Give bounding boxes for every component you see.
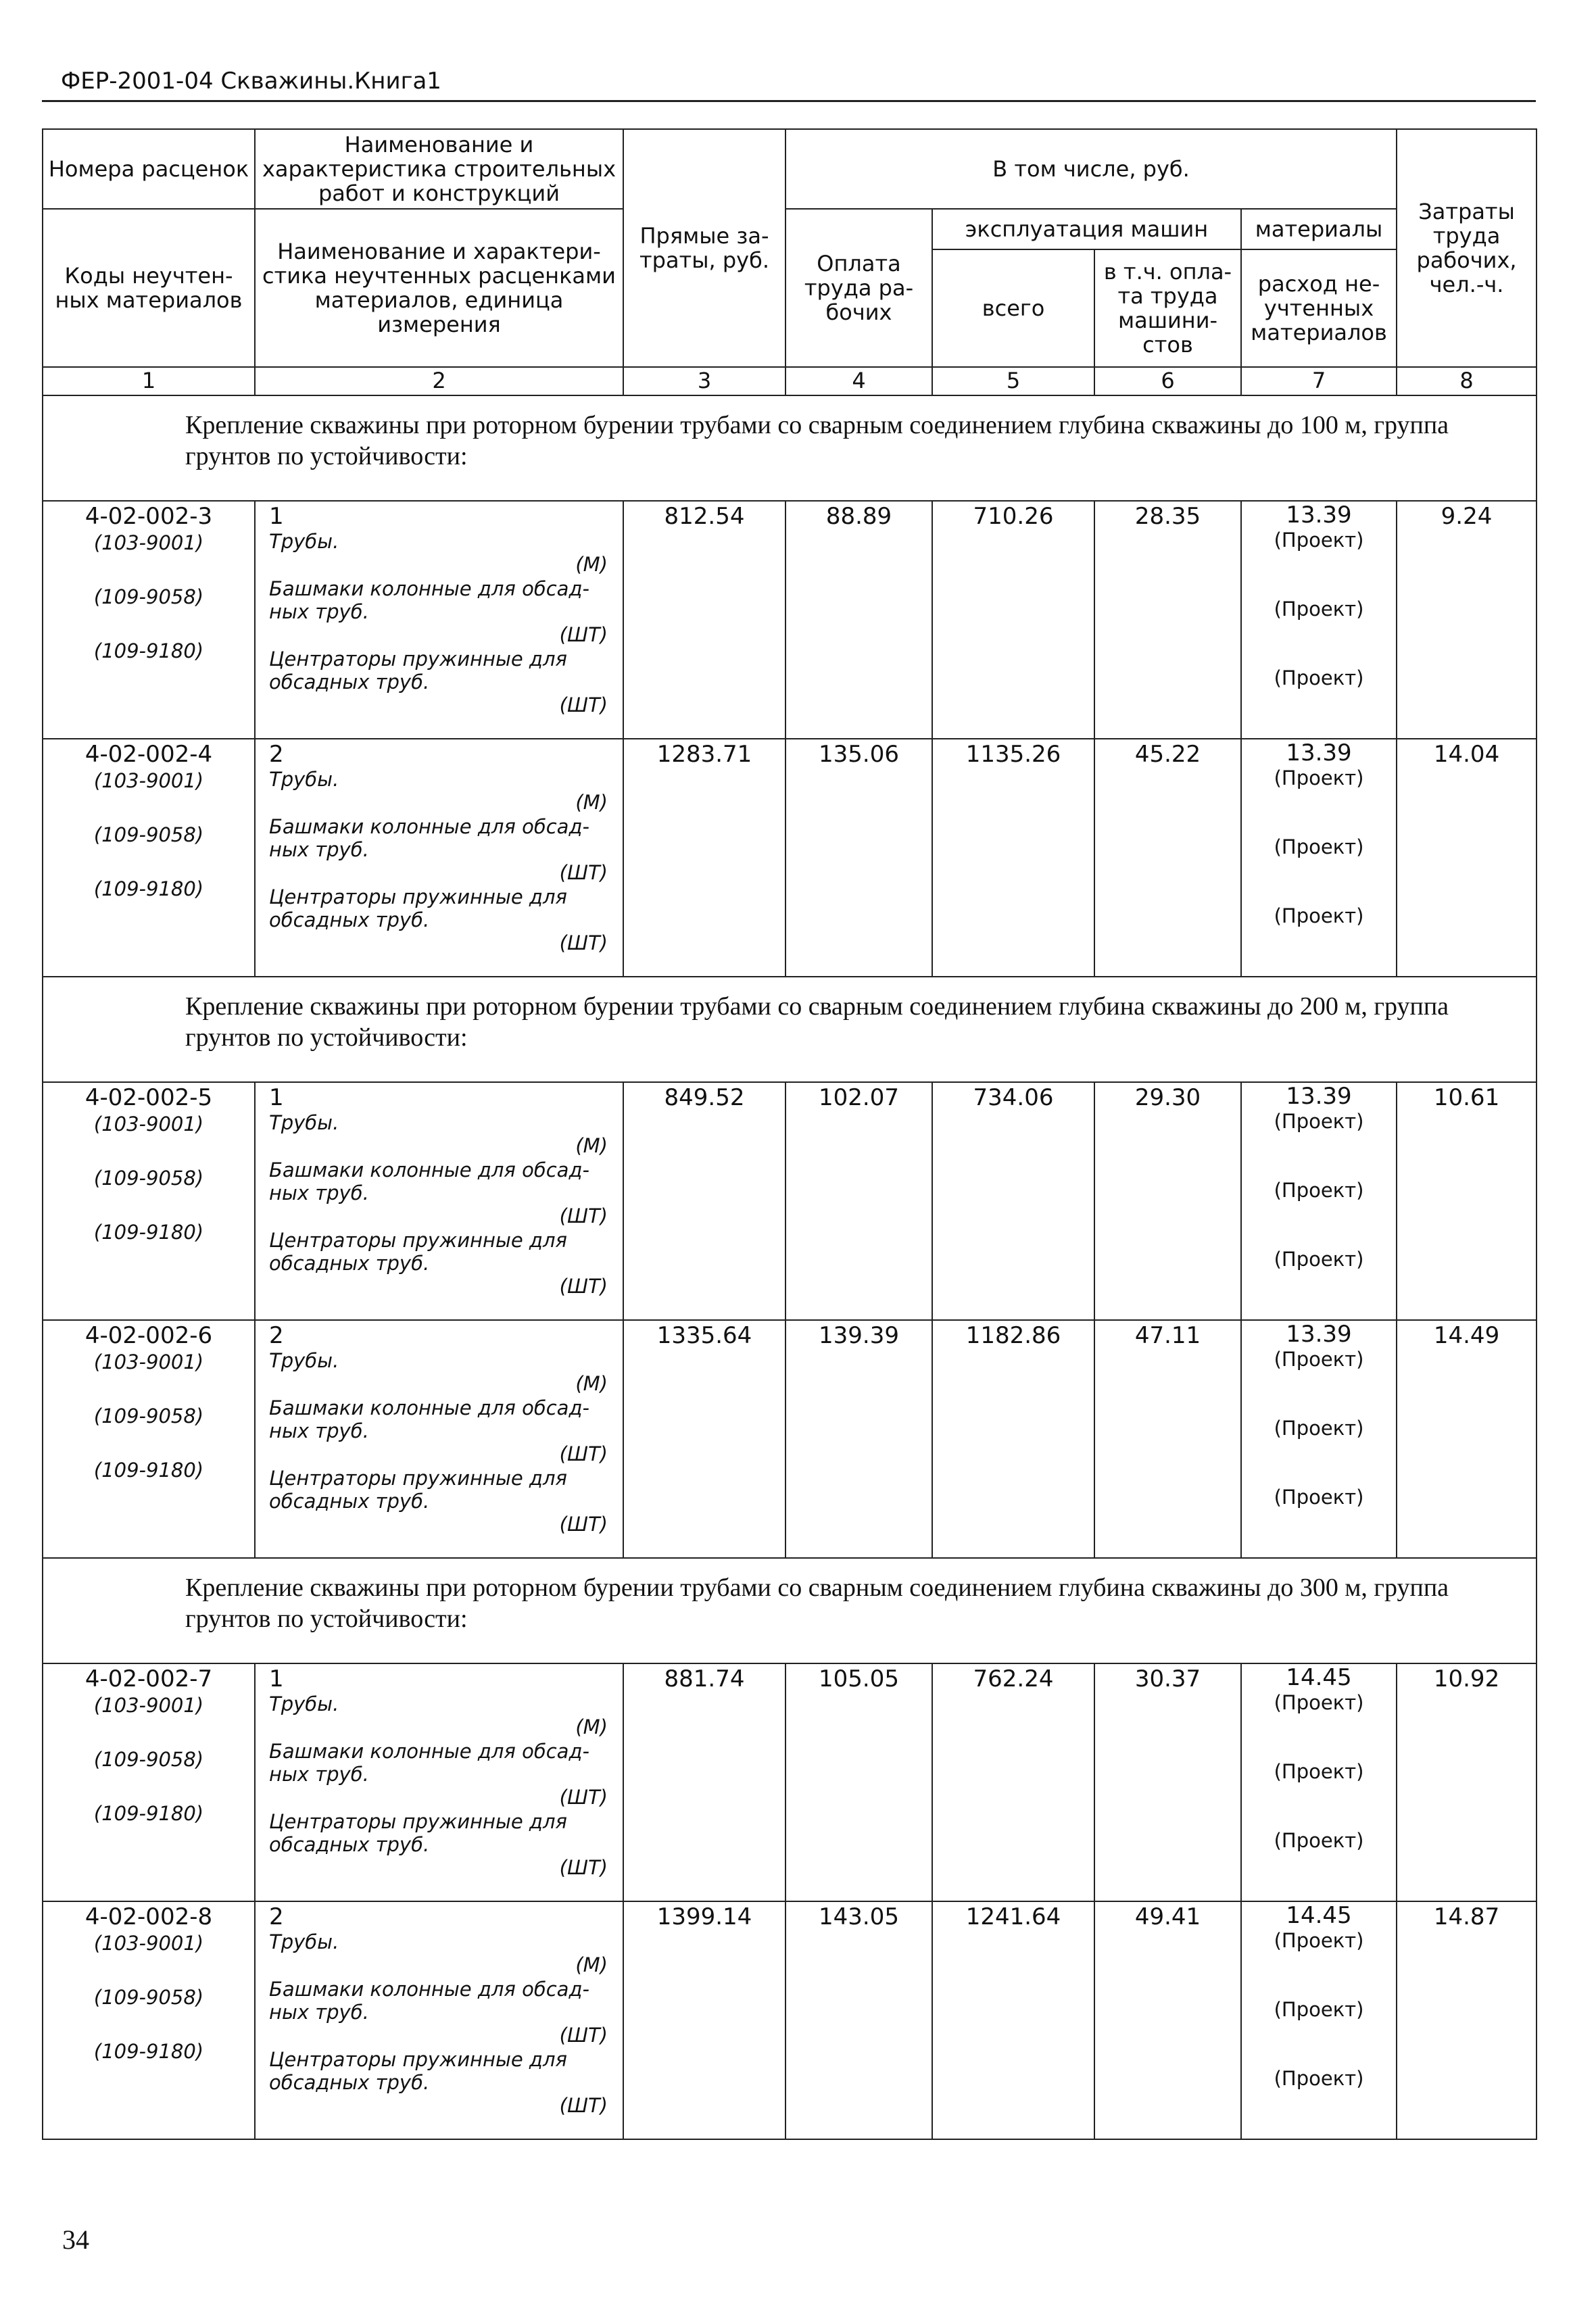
rate-code: 4-02-002-5 bbox=[84, 1084, 213, 1111]
section-title: Крепление скважины при роторном бурении трубами со сварным соединением глубина скважины до 200 м, группа грунтов по устойчивости: bbox=[43, 977, 1537, 1082]
material-item bbox=[269, 1349, 617, 1395]
material-item bbox=[269, 648, 617, 716]
direct-cost: 1335.64 bbox=[623, 1320, 785, 1558]
machine-cost: 762.24 bbox=[932, 1663, 1094, 1901]
material-unit: (ШТ) bbox=[559, 1442, 608, 1465]
material-unit: (ШТ) bbox=[559, 931, 608, 954]
material-name: Трубы. bbox=[269, 1349, 339, 1372]
project-label: (Проект) bbox=[1274, 598, 1364, 620]
material-code: (109-9058) bbox=[93, 585, 204, 608]
col-number: 5 bbox=[932, 367, 1094, 395]
material-unit: (М) bbox=[575, 1715, 608, 1738]
soil-group: 2 bbox=[269, 741, 284, 768]
material-name: Центраторы пружинные для обсадных труб. bbox=[269, 1467, 567, 1513]
project-label: (Проект) bbox=[1274, 1110, 1364, 1133]
material-unit: (ШТ) bbox=[559, 1513, 608, 1536]
material-code: (109-9180) bbox=[93, 1802, 204, 1825]
description-cell bbox=[255, 501, 623, 739]
machines-header: эксплуатация машин bbox=[932, 209, 1241, 249]
material-code: (103-9001) bbox=[93, 769, 204, 792]
material-item bbox=[269, 1692, 617, 1738]
material-name: Башмаки колонные для обсад-ных труб. bbox=[269, 577, 589, 623]
material-item bbox=[269, 1159, 617, 1227]
material-unit: (ШТ) bbox=[559, 861, 608, 884]
materials-cost: 13.39 bbox=[1286, 739, 1352, 766]
section-row bbox=[43, 1558, 1537, 1663]
labor-cost: 139.39 bbox=[785, 1320, 932, 1558]
materials-cost: 14.45 bbox=[1286, 1664, 1352, 1691]
material-name: Башмаки колонные для обсад-ных труб. bbox=[269, 1396, 589, 1442]
table-body bbox=[43, 395, 1537, 2139]
material-name: Центраторы пружинные для обсадных труб. bbox=[269, 648, 567, 693]
material-item bbox=[269, 1396, 617, 1465]
materials-cell bbox=[1241, 1663, 1397, 1901]
labor-hours: 10.92 bbox=[1397, 1663, 1537, 1901]
direct-cost: 812.54 bbox=[623, 501, 785, 739]
machinist-labor-cost: 30.37 bbox=[1094, 1663, 1241, 1901]
material-unit: (М) bbox=[575, 553, 608, 576]
table-row bbox=[43, 739, 1537, 977]
project-label: (Проект) bbox=[1274, 1829, 1364, 1852]
project-label: (Проект) bbox=[1274, 1417, 1364, 1440]
col5-header: всего bbox=[932, 249, 1094, 367]
rate-code: 4-02-002-4 bbox=[84, 741, 213, 768]
description-cell bbox=[255, 1320, 623, 1558]
materials-cost: 14.45 bbox=[1286, 1902, 1352, 1929]
project-label: (Проект) bbox=[1274, 1348, 1364, 1371]
material-item bbox=[269, 885, 617, 954]
material-item bbox=[269, 768, 617, 814]
machinist-labor-cost: 29.30 bbox=[1094, 1082, 1241, 1320]
section-title: Крепление скважины при роторном бурении трубами со сварным соединением глубина скважины до 100 м, группа грунтов по устойчивости: bbox=[43, 395, 1537, 501]
project-label: (Проект) bbox=[1274, 1998, 1364, 2021]
material-item bbox=[269, 1740, 617, 1809]
machinist-labor-cost: 49.41 bbox=[1094, 1901, 1241, 2139]
machine-cost: 1182.86 bbox=[932, 1320, 1094, 1558]
rates-table bbox=[42, 128, 1537, 2140]
rate-code-cell bbox=[43, 739, 255, 977]
labor-cost: 102.07 bbox=[785, 1082, 932, 1320]
project-label: (Проект) bbox=[1274, 766, 1364, 789]
description-cell bbox=[255, 739, 623, 977]
project-label: (Проект) bbox=[1274, 904, 1364, 927]
material-item bbox=[269, 1111, 617, 1157]
rate-code-cell bbox=[43, 1901, 255, 2139]
machinist-labor-cost: 47.11 bbox=[1094, 1320, 1241, 1558]
materials-cell bbox=[1241, 1082, 1397, 1320]
material-unit: (ШТ) bbox=[559, 693, 608, 716]
material-code: (109-9058) bbox=[93, 1748, 204, 1771]
labor-cost: 88.89 bbox=[785, 501, 932, 739]
material-name: Трубы. bbox=[269, 1692, 339, 1715]
project-label: (Проект) bbox=[1274, 835, 1364, 858]
table-row bbox=[43, 1320, 1537, 1558]
material-code: (109-9180) bbox=[93, 1459, 204, 1482]
materials-cost: 13.39 bbox=[1286, 1083, 1352, 1110]
project-label: (Проект) bbox=[1274, 1486, 1364, 1509]
material-item bbox=[269, 1229, 617, 1298]
direct-cost: 1399.14 bbox=[623, 1901, 785, 2139]
material-unit: (М) bbox=[575, 791, 608, 814]
material-unit: (ШТ) bbox=[559, 623, 608, 646]
soil-group: 1 bbox=[269, 1084, 284, 1111]
material-code: (103-9001) bbox=[93, 1113, 204, 1136]
direct-cost: 881.74 bbox=[623, 1663, 785, 1901]
materials-cell bbox=[1241, 1901, 1397, 2139]
rate-code-cell bbox=[43, 1320, 255, 1558]
col1-header-bottom: Коды неучтен-ных материалов bbox=[43, 209, 255, 367]
project-label: (Проект) bbox=[1274, 1760, 1364, 1783]
material-item bbox=[269, 1810, 617, 1879]
materials-cost: 13.39 bbox=[1286, 1321, 1352, 1348]
section-row bbox=[43, 977, 1537, 1082]
labor-hours: 14.04 bbox=[1397, 739, 1537, 977]
material-unit: (ШТ) bbox=[559, 1856, 608, 1879]
material-name: Центраторы пружинные для обсадных труб. bbox=[269, 1810, 567, 1856]
labor-cost: 135.06 bbox=[785, 739, 932, 977]
description-cell bbox=[255, 1663, 623, 1901]
material-unit: (М) bbox=[575, 1372, 608, 1395]
material-code: (109-9180) bbox=[93, 1221, 204, 1244]
material-code: (109-9180) bbox=[93, 2040, 204, 2063]
machinist-labor-cost: 28.35 bbox=[1094, 501, 1241, 739]
soil-group: 2 bbox=[269, 1903, 284, 1930]
rate-code: 4-02-002-8 bbox=[84, 1903, 213, 1930]
header-rule bbox=[42, 100, 1536, 102]
table-row bbox=[43, 1901, 1537, 2139]
machine-cost: 1241.64 bbox=[932, 1901, 1094, 2139]
col-number: 1 bbox=[43, 367, 255, 395]
project-label: (Проект) bbox=[1274, 666, 1364, 689]
rate-code-cell bbox=[43, 1663, 255, 1901]
col-number: 3 bbox=[623, 367, 785, 395]
material-name: Башмаки колонные для обсад-ных труб. bbox=[269, 1159, 589, 1204]
including-header: В том числе, руб. bbox=[785, 129, 1397, 209]
direct-cost: 849.52 bbox=[623, 1082, 785, 1320]
project-label: (Проект) bbox=[1274, 1929, 1364, 1952]
material-item bbox=[269, 577, 617, 646]
material-name: Башмаки колонные для обсад-ных труб. bbox=[269, 1978, 589, 2024]
material-code: (109-9180) bbox=[93, 639, 204, 662]
materials-cell bbox=[1241, 1320, 1397, 1558]
rate-code: 4-02-002-3 bbox=[84, 503, 213, 530]
col7-header: расход не-учтенных материалов bbox=[1241, 249, 1397, 367]
materials-header: материалы bbox=[1241, 209, 1397, 249]
machinist-labor-cost: 45.22 bbox=[1094, 739, 1241, 977]
material-code: (103-9001) bbox=[93, 531, 204, 554]
description-cell bbox=[255, 1082, 623, 1320]
col-number: 8 bbox=[1397, 367, 1537, 395]
machine-cost: 734.06 bbox=[932, 1082, 1094, 1320]
labor-hours: 10.61 bbox=[1397, 1082, 1537, 1320]
col3-header: Прямые за-траты, руб. bbox=[623, 129, 785, 367]
project-label: (Проект) bbox=[1274, 1248, 1364, 1271]
rate-code-cell bbox=[43, 501, 255, 739]
document-header: ФЕР-2001-04 Скважины.Книга1 bbox=[61, 68, 441, 95]
material-item bbox=[269, 815, 617, 884]
material-name: Трубы. bbox=[269, 1930, 339, 1953]
project-label: (Проект) bbox=[1274, 529, 1364, 552]
material-unit: (ШТ) bbox=[559, 2094, 608, 2117]
labor-hours: 14.87 bbox=[1397, 1901, 1537, 2139]
material-item bbox=[269, 2048, 617, 2117]
material-item bbox=[269, 1930, 617, 1976]
labor-hours: 14.49 bbox=[1397, 1320, 1537, 1558]
material-code: (109-9058) bbox=[93, 823, 204, 846]
material-name: Центраторы пружинные для обсадных труб. bbox=[269, 1229, 567, 1275]
rate-code: 4-02-002-6 bbox=[84, 1322, 213, 1349]
col-number: 6 bbox=[1094, 367, 1241, 395]
labor-cost: 105.05 bbox=[785, 1663, 932, 1901]
col6-header: в т.ч. опла-та труда машини-стов bbox=[1094, 249, 1241, 367]
table-row bbox=[43, 1663, 1537, 1901]
project-label: (Проект) bbox=[1274, 2067, 1364, 2090]
col-number: 2 bbox=[255, 367, 623, 395]
section-title: Крепление скважины при роторном бурении трубами со сварным соединением глубина скважины до 300 м, группа грунтов по устойчивости: bbox=[43, 1558, 1537, 1663]
description-cell bbox=[255, 1901, 623, 2139]
material-name: Башмаки колонные для обсад-ных труб. bbox=[269, 815, 589, 861]
col-number: 7 bbox=[1241, 367, 1397, 395]
material-name: Центраторы пружинные для обсадных труб. bbox=[269, 2048, 567, 2094]
material-code: (109-9180) bbox=[93, 877, 204, 900]
material-code: (103-9001) bbox=[93, 1350, 204, 1373]
soil-group: 1 bbox=[269, 503, 284, 530]
labor-hours: 9.24 bbox=[1397, 501, 1537, 739]
material-unit: (М) bbox=[575, 1953, 608, 1976]
materials-cell bbox=[1241, 501, 1397, 739]
material-name: Трубы. bbox=[269, 768, 339, 791]
col8-header: Затраты труда рабочих, чел.-ч. bbox=[1397, 129, 1537, 367]
material-code: (109-9058) bbox=[93, 1405, 204, 1428]
material-name: Башмаки колонные для обсад-ных труб. bbox=[269, 1740, 589, 1786]
labor-cost: 143.05 bbox=[785, 1901, 932, 2139]
material-unit: (ШТ) bbox=[559, 1786, 608, 1809]
col4-header: Оплата труда ра-бочих bbox=[785, 209, 932, 367]
machine-cost: 710.26 bbox=[932, 501, 1094, 739]
table-row bbox=[43, 501, 1537, 739]
material-code: (103-9001) bbox=[93, 1932, 204, 1955]
table-row bbox=[43, 1082, 1537, 1320]
page-number: 34 bbox=[62, 2224, 89, 2255]
material-unit: (ШТ) bbox=[559, 1275, 608, 1298]
material-unit: (ШТ) bbox=[559, 1204, 608, 1227]
material-name: Трубы. bbox=[269, 530, 339, 553]
material-name: Центраторы пружинные для обсадных труб. bbox=[269, 885, 567, 931]
material-item bbox=[269, 1978, 617, 2047]
col-number: 4 bbox=[785, 367, 932, 395]
rate-code-cell bbox=[43, 1082, 255, 1320]
material-name: Трубы. bbox=[269, 1111, 339, 1134]
soil-group: 1 bbox=[269, 1665, 284, 1692]
section-row bbox=[43, 395, 1537, 501]
material-item bbox=[269, 530, 617, 576]
material-unit: (М) bbox=[575, 1134, 608, 1157]
soil-group: 2 bbox=[269, 1322, 284, 1349]
material-code: (109-9058) bbox=[93, 1986, 204, 2009]
project-label: (Проект) bbox=[1274, 1691, 1364, 1714]
machine-cost: 1135.26 bbox=[932, 739, 1094, 977]
material-unit: (ШТ) bbox=[559, 2024, 608, 2047]
direct-cost: 1283.71 bbox=[623, 739, 785, 977]
material-item bbox=[269, 1467, 617, 1536]
project-label: (Проект) bbox=[1274, 1179, 1364, 1202]
material-code: (109-9058) bbox=[93, 1167, 204, 1190]
rate-code: 4-02-002-7 bbox=[84, 1665, 213, 1692]
materials-cost: 13.39 bbox=[1286, 502, 1352, 529]
material-code: (103-9001) bbox=[93, 1694, 204, 1717]
materials-cell bbox=[1241, 739, 1397, 977]
col1-header-top: Номера расценок bbox=[43, 129, 255, 209]
col2-header-bottom: Наименование и характери-стика неучтенных расценками материалов, единица измерения bbox=[255, 209, 623, 367]
col2-header-top: Наименование и характеристика строительных работ и конструкций bbox=[255, 129, 623, 209]
